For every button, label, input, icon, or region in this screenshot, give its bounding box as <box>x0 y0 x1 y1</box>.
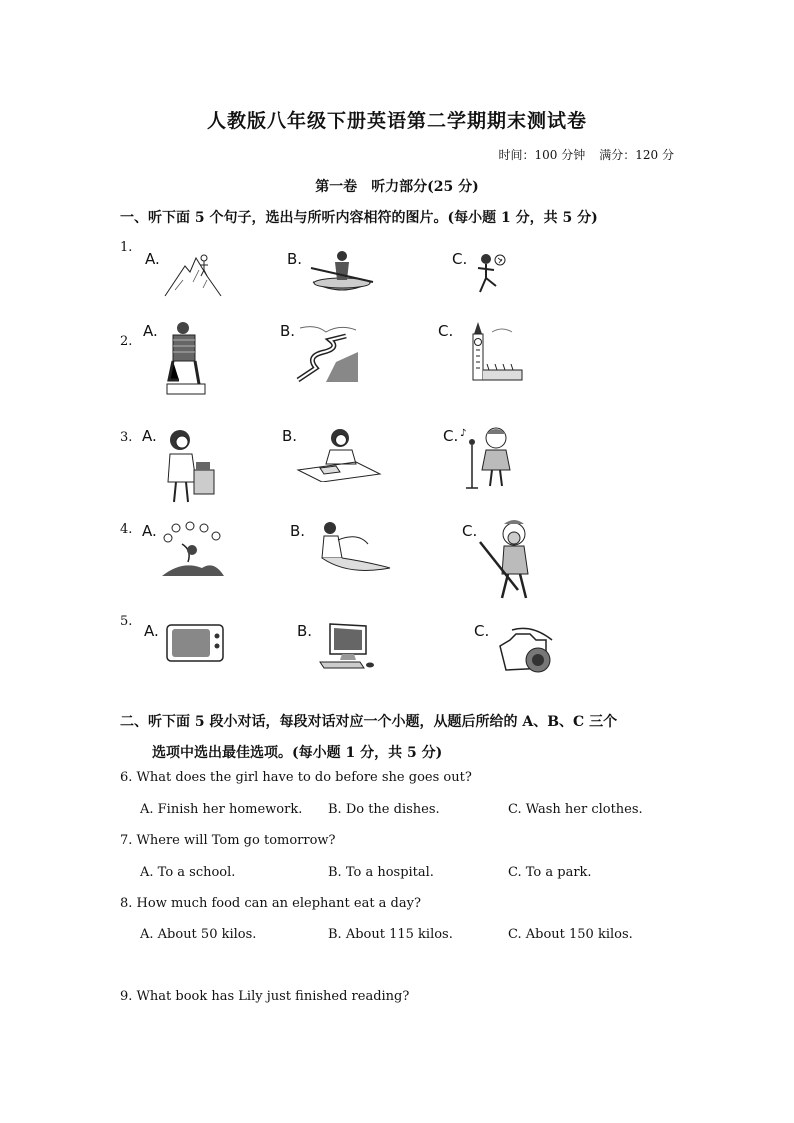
girl-on-phone-icon <box>160 426 220 510</box>
big-ben-icon <box>462 320 524 386</box>
section1-heading: 一、听下面 5 个句子，选出与所听内容相符的图片。(每小题 1 分，共 5 分) <box>120 210 598 226</box>
option-letter: B. <box>297 622 313 640</box>
boy-kicking-ball-icon <box>472 252 508 302</box>
svg-text:♪: ♪ <box>460 428 467 439</box>
answer-option: C. Wash her clothes. <box>508 802 643 817</box>
option-letter: A. <box>143 322 158 340</box>
answer-option: B. About 115 kilos. <box>328 927 453 942</box>
answer-option: A. To a school. <box>140 865 236 880</box>
answer-option: B. Do the dishes. <box>328 802 440 817</box>
section2-heading-line1: 二、听下面 5 段小对话，每段对话对应一个小题，从题后所给的 A、B、C 三个 <box>120 714 618 730</box>
section2-heading <box>120 707 680 769</box>
answer-option: C. To a park. <box>508 865 592 880</box>
page-title: 人教版八年级下册英语第二学期期末测试卷 <box>206 110 587 132</box>
item-number: 2. <box>120 334 133 349</box>
man-rowing-boat-icon <box>307 246 377 302</box>
mountain-climber-icon <box>163 252 223 302</box>
exam-full-score: 满分：120 分 <box>599 148 674 162</box>
girl-singing-icon <box>460 424 518 496</box>
option-letter: A. <box>145 250 160 268</box>
option-letter: B. <box>287 250 303 268</box>
option-letter: C. <box>474 622 490 640</box>
exam-meta <box>499 146 674 163</box>
option-letter: B. <box>290 522 306 540</box>
girl-writing-icon <box>296 426 382 486</box>
flying-fairy-icon <box>308 518 392 586</box>
option-letter: B. <box>280 322 296 340</box>
question-9: 9. What book has Lily just finished reading? <box>120 989 410 1004</box>
option-letter: C. <box>438 322 454 340</box>
part-heading <box>0 176 794 196</box>
terracotta-warrior-icon <box>161 318 209 402</box>
option-letter: A. <box>142 427 157 445</box>
answer-option: A. About 50 kilos. <box>140 927 257 942</box>
item-number: 4. <box>120 522 133 537</box>
answer-option: C. About 150 kilos. <box>508 927 633 942</box>
monkey-king-icon <box>478 518 542 608</box>
answer-option: A. Finish her homework. <box>140 802 303 817</box>
item-number: 5. <box>120 614 133 629</box>
question-8: 8. How much food can an elephant eat a day? <box>120 896 421 911</box>
part-label: 第一卷 <box>315 179 358 195</box>
option-letter: C. <box>452 250 468 268</box>
option-letter: C. <box>462 522 478 540</box>
archer-shooting-suns-icon <box>162 520 224 582</box>
computer-icon <box>316 620 376 674</box>
question-7: 7. Where will Tom go tomorrow? <box>120 833 336 848</box>
option-letter: A. <box>142 522 157 540</box>
answer-option: B. To a hospital. <box>328 865 434 880</box>
item-number: 3. <box>120 430 133 445</box>
television-icon <box>166 624 224 668</box>
exam-time: 时间：100 分钟 <box>498 148 586 162</box>
option-letter: A. <box>144 622 159 640</box>
great-wall-icon <box>296 322 360 388</box>
option-letter: C. <box>443 427 459 445</box>
part-name: 听力部分(25 分) <box>371 179 479 195</box>
item-number: 1. <box>120 240 133 255</box>
question-6: 6. What does the girl have to do before she goes out? <box>120 770 472 785</box>
option-letter: B. <box>282 427 298 445</box>
camera-icon <box>496 626 558 682</box>
section2-heading-line2: 选项中选出最佳选项。(每小题 1 分，共 5 分) <box>152 745 443 761</box>
